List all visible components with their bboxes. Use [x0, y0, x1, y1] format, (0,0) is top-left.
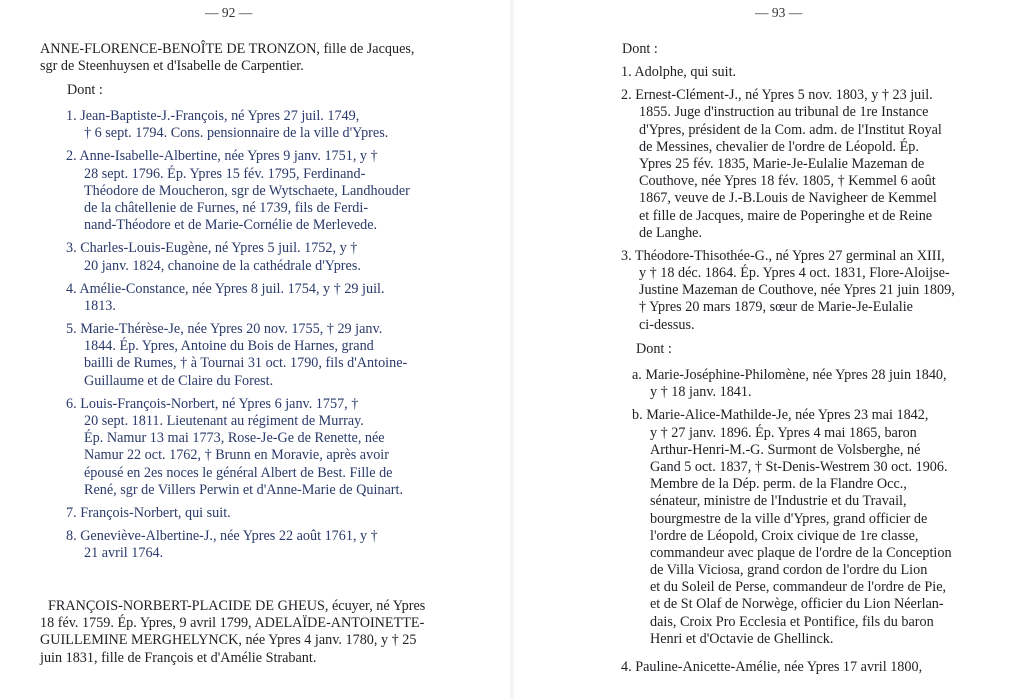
list-item-line: et fille de Jacques, maire de Poperinghe et de Reine [639, 207, 933, 224]
list-item-line: Guillaume et de Claire du Forest. [84, 372, 274, 389]
closing-paragraph [40, 598, 440, 667]
list-item [66, 528, 438, 562]
list-item-line: a. Marie-Joséphine-Philomène, née Ypres 28 juin 1840, [632, 367, 947, 383]
intro-line: sgr de Steenhuysen et d'Isabelle de Carpentier. [40, 58, 304, 75]
list-item-line: bailli de Rumes, † à Tournai 31 oct. 1790, fils d'Antoine- [84, 355, 408, 372]
list-item-line: d'Ypres, président de la Com. adm. de l'Institut Royal [639, 121, 942, 138]
list-item [621, 64, 993, 81]
list-item-line: 28 sept. 1796. Ép. Ypres 15 fév. 1795, Ferdinand- [84, 165, 366, 182]
list-item [621, 248, 993, 334]
sub-dont-label: Dont : [636, 341, 672, 357]
list-item-line: 5. Marie-Thérèse-Je, née Ypres 20 nov. 1755, † 29 janv. [66, 321, 383, 338]
list-item-line: 1855. Juge d'instruction au tribunal de 1re Instance [639, 104, 929, 121]
page-number-right: — 93 — [755, 5, 803, 20]
list-item-line: 2. Anne-Isabelle-Albertine, née Ypres 9 janv. 1751, y † [66, 148, 378, 165]
list-item-line: de Villa Viciosa, grand cordon de l'ordre du Lion [650, 562, 928, 579]
list-item-line: et de St Olaf de Norwège, officier du Lion Néerlan- [650, 596, 944, 613]
list-item-line: 8. Geneviève-Albertine-J., née Ypres 22 août 1761, y † [66, 528, 378, 545]
list-item-line: Justine Mazeman de Couthove, née Ypres 21 juin 1809, [639, 282, 955, 299]
list-item-line: y † 27 janv. 1896. Ép. Ypres 4 mai 1865, baron [650, 424, 917, 441]
intro-paragraph [40, 41, 434, 75]
list-item [66, 240, 438, 274]
dont-label: Dont : [622, 41, 658, 57]
list-item [66, 148, 438, 234]
list-item-line: ci-dessus. [639, 316, 695, 333]
list-item-line: Henri et d'Octavie de Ghellinck. [650, 630, 834, 647]
list-item-line: de Messines, chevalier de l'ordre de Léopold. Ép. [639, 138, 919, 155]
list-item-line: 3. Charles-Louis-Eugène, né Ypres 5 juil. 1752, y † [66, 240, 358, 257]
list-item-line: sénateur, ministre de l'Industrie et du Travail, [650, 493, 907, 510]
list-item-line: de la châtellenie de Furnes, né 1739, fils de Ferdi- [84, 199, 369, 216]
list-item [66, 505, 438, 522]
list-item-line: commandeur avec plaque de l'ordre de la Conception [650, 544, 952, 561]
list-item-line: Membre de la Dép. perm. de la Flandre Occ., [650, 476, 907, 493]
list-item-line: 20 sept. 1811. Lieutenant au régiment de Murray. [84, 413, 364, 429]
list-item-line: Théodore de Moucheron, sgr de Wytschaete, Landhouder [84, 182, 410, 199]
list-item-line: y † 18 janv. 1841. [650, 384, 752, 401]
closing-line: 18 fév. 1759. Ép. Ypres, 9 avril 1799, ADELAÏDE-ANTOINETTE- [40, 615, 425, 632]
list-item-line: 20 janv. 1824, chanoine de la cathédrale d'Ypres. [84, 257, 361, 274]
intro-line: ANNE-FLORENCE-BENOÎTE DE TRONZON, fille de Jacques, [40, 41, 415, 57]
right-page [512, 0, 1024, 699]
list-item-line: dais, Croix Pro Ecclesia et Pontifice, fils du baron [650, 613, 934, 630]
list-item [66, 321, 438, 390]
list-item-line: 1813. [84, 297, 116, 314]
children-list-right [621, 64, 993, 340]
list-item-line: 4. Amélie-Constance, née Ypres 8 juil. 1754, y † 29 juil. [66, 280, 385, 297]
list-item-line: Ypres 25 fév. 1835, Marie-Je-Eulalie Mazeman de [639, 155, 925, 172]
list-item-line: 4. Pauline-Anicette-Amélie, née Ypres 17 avril 1800, [621, 659, 923, 675]
list-item [621, 87, 993, 242]
list-item-line: 1867, veuve de J.-B.Louis de Navigheer de Kemmel [639, 190, 937, 207]
list-item-line: épousé en 2es noces le général Albert de Best. Fille de [84, 464, 393, 481]
list-item-line: 1. Adolphe, qui suit. [621, 64, 737, 80]
list-item-line: nand-Théodore et de Marie-Cornélie de Merlevede. [84, 217, 378, 234]
list-item-line: Arthur-Henri-M.-G. Surmont de Volsberghe, né [650, 441, 921, 458]
list-item-line: y † 18 déc. 1864. Ép. Ypres 4 oct. 1831, Flore-Aloijse- [639, 265, 950, 282]
list-item-line: 3. Théodore-Thisothée-G., né Ypres 27 germinal an XIII, [621, 247, 945, 264]
children-list [66, 108, 438, 569]
closing-line: FRANÇOIS-NORBERT-PLACIDE DE GHEUS, écuyer, né Ypres [48, 598, 426, 614]
list-item-line: 7. François-Norbert, qui suit. [66, 504, 231, 521]
list-item-line: bourgmestre de la ville d'Ypres, grand officier de [650, 510, 928, 527]
list-item-line: Couthove, née Ypres 18 fév. 1805, † Kemmel 6 août [639, 173, 936, 190]
list-item-line: René, sgr de Villers Perwin et d'Anne-Marie de Quinart. [84, 481, 403, 498]
list-item [632, 367, 1004, 401]
list-item [632, 407, 1004, 648]
list-item-line: 2. Ernest-Clément-J., né Ypres 5 nov. 1803, y † 23 juil. [621, 87, 933, 104]
closing-line: GUILLEMINE MERGHELYNCK, née Ypres 4 janv. 1780, y † 25 [40, 632, 417, 649]
list-item-line: 21 avril 1764. [84, 545, 164, 562]
list-item-line: † Ypres 20 mars 1879, sœur de Marie-Je-Eulalie [639, 299, 913, 316]
list-item [66, 281, 438, 315]
last-child-entry [621, 659, 1001, 676]
list-item-line: et du Soleil de Perse, commandeur de l'ordre de Pie, [650, 579, 947, 596]
list-item-line: l'ordre de Léopold, Croix civique de 1re classe, [650, 527, 919, 544]
list-item-line: Ép. Namur 13 mai 1773, Rose-Je-Ge de Renette, née [84, 430, 385, 447]
list-item-line: 6. Louis-François-Norbert, né Ypres 6 janv. 1757, † [66, 395, 359, 412]
list-item-line: Gand 5 oct. 1837, † St-Denis-Westrem 30 oct. 1906. [650, 458, 948, 475]
list-item [66, 108, 438, 142]
list-item-line: Namur 22 oct. 1762, † Brunn en Moravie, après avoir [84, 447, 389, 464]
list-item-line: 1844. Ép. Ypres, Antoine du Bois de Harnes, grand [84, 338, 374, 355]
closing-line: juin 1831, fille de François et d'Amélie Strabant. [40, 649, 317, 666]
dont-label: Dont : [67, 82, 103, 98]
page-number-left: — 92 — [205, 5, 253, 20]
list-item-line: de Langhe. [639, 224, 703, 241]
list-item-line: † 6 sept. 1794. Cons. pensionnaire de la ville d'Ypres. [84, 125, 389, 142]
list-item-line: 1. Jean-Baptiste-J.-François, né Ypres 27 juil. 1749, [66, 108, 360, 124]
list-item [66, 396, 438, 499]
list-item-line: b. Marie-Alice-Mathilde-Je, née Ypres 23 mai 1842, [632, 407, 929, 424]
sub-children-list [632, 367, 1004, 654]
